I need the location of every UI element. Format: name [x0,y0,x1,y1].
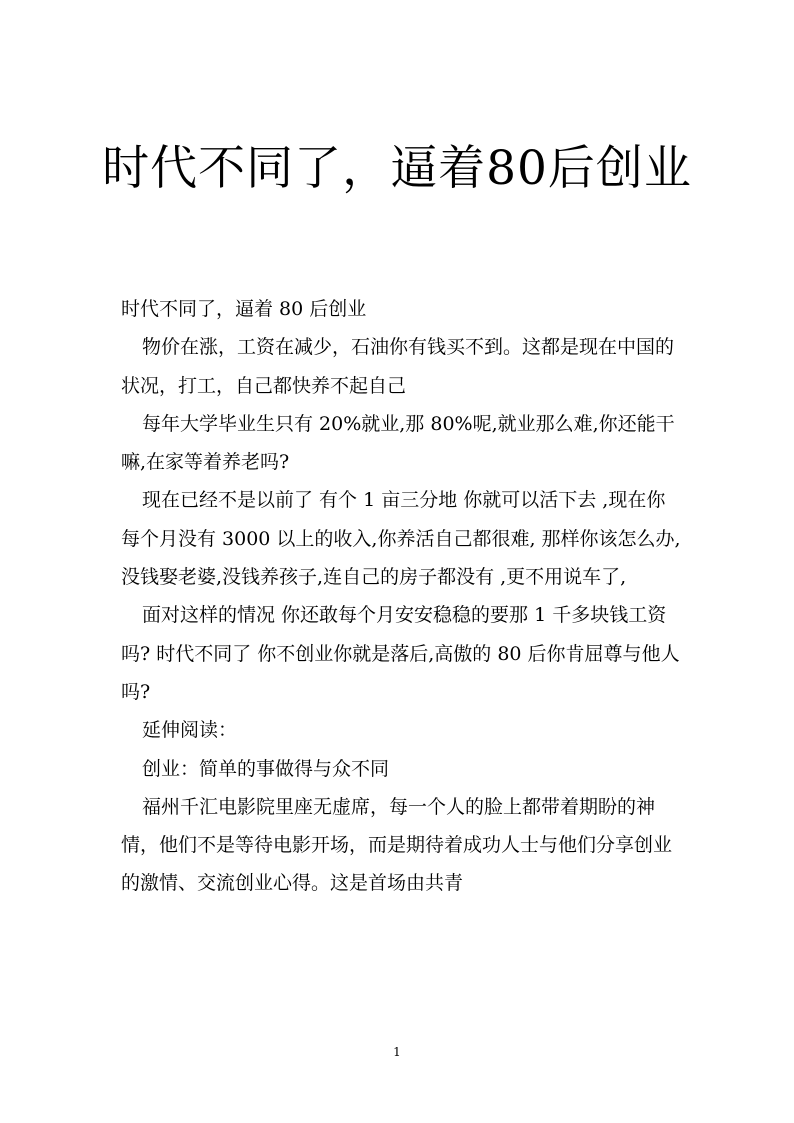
document-title: 时代不同了，逼着80后创业 [102,141,692,196]
paragraph-cinema: 福州千汇电影院里座无虚席，每一个人的脸上都带着期盼的神情，他们不是等待电影开场，而是期待着成功人士与他们分享创业的激情、交流创业心得。这是首场由共青 [121,795,673,895]
document-body [121,290,681,903]
paragraph-extended-reading: 延伸阅读： [142,719,238,742]
paragraph-section-heading: 创业：简单的事做得与众不同 [142,757,390,780]
paragraph-subtitle: 时代不同了，逼着 80 后创业 [121,298,367,320]
page-number: 1 [393,1045,401,1059]
paragraph-income: 现在已经不是以前了 有个 1 亩三分地 你就可以活下去 ,现在你每个月没有 3000 以上的收入,你养活自己都很难, 那样你该怎么办,没钱娶老婆,没钱养孩子,连自己的房子都没有 ,更不用说车了, [121,489,681,589]
paragraph-prices: 物价在涨，工资在减少，石油你有钱买不到。这都是现在中国的状况，打工，自己都快养不起自己 [121,336,675,397]
paragraph-graduates: 每年大学毕业生只有 20%就业,那 80%呢,就业那么难,你还能干嘛,在家等着养老吗? [121,412,675,474]
paragraph-situation: 面对这样的情况 你还敢每个月安安稳稳的要那 1 千多块钱工资吗? 时代不同了 你不创业你就是落后,高傲的 80 后你肯屈尊与他人吗? [121,604,680,703]
